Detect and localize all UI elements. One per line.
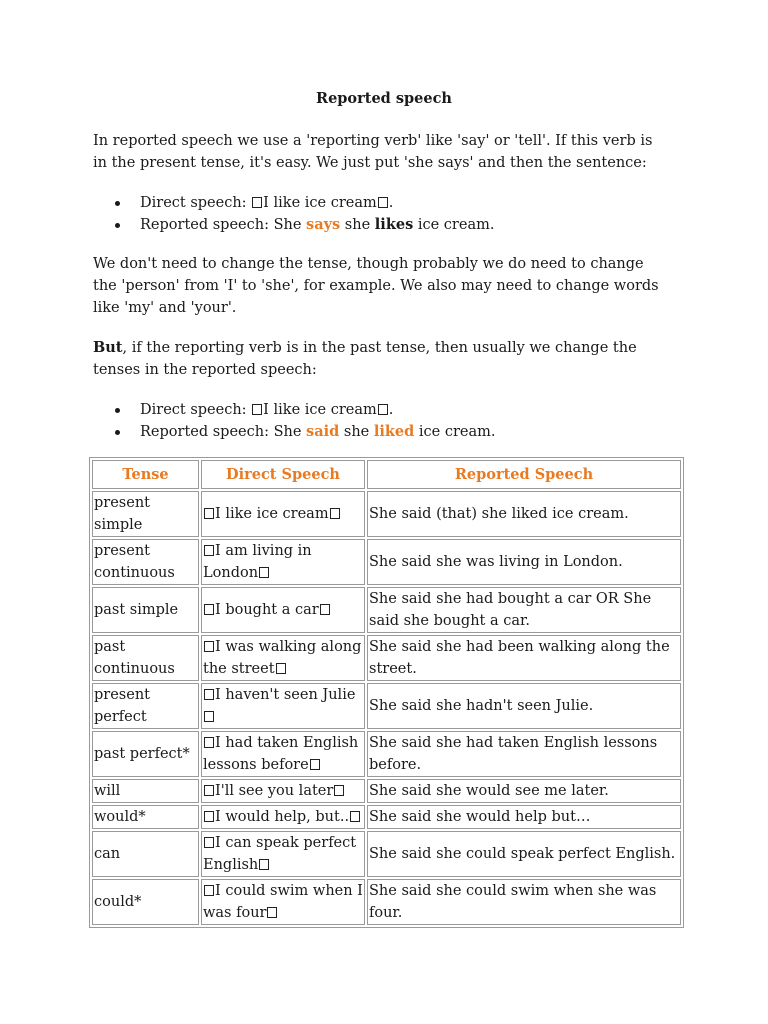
direct-speech-cell [201, 831, 365, 877]
table-row [92, 731, 681, 777]
quote-glyph-box [259, 567, 269, 578]
direct-speech-text: I would help, but.. [215, 809, 350, 825]
quote-glyph-box [310, 759, 320, 770]
past-tense-paragraph [93, 337, 663, 381]
direct-speech-text: I haven't seen Julie [215, 687, 356, 703]
direct-speech-cell [201, 879, 365, 925]
quote-glyph-box [204, 604, 214, 615]
reported-speech-end: ice cream. [414, 424, 496, 440]
direct-speech-label: Direct speech: [140, 402, 252, 418]
quote-glyph-box [378, 404, 388, 415]
direct-speech-text: I am living in London [203, 543, 312, 581]
quote-glyph-box [204, 711, 214, 722]
quote-glyph-box [334, 785, 344, 796]
reported-speech-cell: She said she could speak perfect English. [367, 831, 681, 877]
tense-cell: present simple [92, 491, 199, 537]
quote-glyph-box [350, 811, 360, 822]
tense-cell: present perfect [92, 683, 199, 729]
table-row [92, 683, 681, 729]
direct-speech-text: I like ice cream [263, 402, 377, 418]
direct-speech-cell [201, 635, 365, 681]
header-reported-speech: Reported Speech [367, 460, 681, 489]
quote-glyph-box [204, 811, 214, 822]
reported-speech-cell: She said she could swim when she was four. [367, 879, 681, 925]
direct-speech-text: I like ice cream [263, 195, 377, 211]
quote-glyph-box [204, 641, 214, 652]
quote-glyph-box [252, 197, 262, 208]
quote-glyph-box [204, 545, 214, 556]
list-item [93, 399, 663, 421]
direct-speech-cell [201, 779, 365, 803]
table-header-row [92, 460, 681, 489]
table-row [92, 539, 681, 585]
tense-cell: present continuous [92, 539, 199, 585]
table-row [92, 805, 681, 829]
direct-speech-text: I can speak perfect English [203, 835, 357, 873]
table-row [92, 831, 681, 877]
direct-speech-cell [201, 587, 365, 633]
direct-speech-text: I'll see you later [215, 783, 334, 799]
list-item [93, 192, 663, 214]
reported-speech-cell: She said she was living in London. [367, 539, 681, 585]
tense-table [89, 457, 684, 928]
direct-speech-end: . [388, 402, 394, 418]
quote-glyph-box [204, 837, 214, 848]
table-row [92, 879, 681, 925]
quote-glyph-box [267, 907, 277, 918]
table-row [92, 635, 681, 681]
tense-cell: would* [92, 805, 199, 829]
list-item [93, 421, 663, 443]
reported-speech-label: Reported speech: She [140, 424, 307, 440]
reported-speech-cell: She said she would see me later. [367, 779, 681, 803]
direct-speech-cell [201, 805, 365, 829]
quote-glyph-box [204, 885, 214, 896]
intro-paragraph: In reported speech we use a 'reporting verb' like 'say' or 'tell'. If this verb is in the present tense, it's easy. We just put 'she says' and then the sentence: [93, 133, 653, 171]
reported-verb: likes [374, 216, 414, 233]
reported-speech-cell: She said (that) she liked ice cream. [367, 491, 681, 537]
direct-speech-end: . [388, 195, 394, 211]
quote-glyph-box [204, 508, 214, 519]
reporting-verb: said [306, 423, 340, 440]
quote-glyph-box [204, 737, 214, 748]
past-example-list [93, 399, 663, 443]
direct-speech-cell [201, 539, 365, 585]
header-direct-speech: Direct Speech [201, 460, 365, 489]
table-body [92, 491, 681, 925]
direct-speech-label: Direct speech: [140, 195, 252, 211]
direct-speech-cell [201, 491, 365, 537]
direct-speech-text: I like ice cream [215, 506, 329, 522]
tense-note-paragraph: We don't need to change the tense, though probably we do need to change the 'person' from 'I' to 'she', for example. We also may need to change words like 'my' and 'your'. [93, 256, 659, 316]
past-tense-text: , if the reporting verb is in the past tense, then usually we change the tenses in the reported speech: [93, 340, 637, 378]
direct-speech-text: I bought a car [215, 602, 319, 618]
reporting-verb: says [306, 216, 341, 233]
reported-speech-label: Reported speech: She [140, 217, 307, 233]
emphasis-word: But [93, 339, 123, 356]
reported-speech-end: ice cream. [413, 217, 495, 233]
direct-speech-cell [201, 683, 365, 729]
reported-speech-cell: She said she had taken English lessons before. [367, 731, 681, 777]
list-item [93, 214, 663, 236]
quote-glyph-box [204, 785, 214, 796]
table-row [92, 491, 681, 537]
quote-glyph-box [252, 404, 262, 415]
tense-cell: past simple [92, 587, 199, 633]
table-row [92, 587, 681, 633]
quote-glyph-box [276, 663, 286, 674]
tense-cell: past continuous [92, 635, 199, 681]
quote-glyph-box [320, 604, 330, 615]
direct-speech-text: I could swim when I was four [203, 883, 363, 921]
tense-cell: will [92, 779, 199, 803]
table-row [92, 779, 681, 803]
tense-cell: can [92, 831, 199, 877]
reported-speech-cell: She said she would help but… [367, 805, 681, 829]
page-title: Reported speech [316, 90, 452, 107]
quote-glyph-box [259, 859, 269, 870]
direct-speech-text: I was walking along the street [203, 639, 362, 677]
reported-speech-cell: She said she hadn't seen Julie. [367, 683, 681, 729]
reported-verb: liked [373, 423, 415, 440]
reported-speech-mid: she [339, 424, 374, 440]
quote-glyph-box [378, 197, 388, 208]
quote-glyph-box [330, 508, 340, 519]
reported-speech-cell: She said she had bought a car OR She said she bought a car. [367, 587, 681, 633]
quote-glyph-box [204, 689, 214, 700]
tense-cell: could* [92, 879, 199, 925]
tense-cell: past perfect* [92, 731, 199, 777]
direct-speech-text: I had taken English lessons before [203, 735, 359, 773]
present-example-list [93, 192, 663, 236]
header-tense: Tense [92, 460, 199, 489]
direct-speech-cell [201, 731, 365, 777]
reported-speech-cell: She said she had been walking along the street. [367, 635, 681, 681]
reported-speech-mid: she [340, 217, 375, 233]
